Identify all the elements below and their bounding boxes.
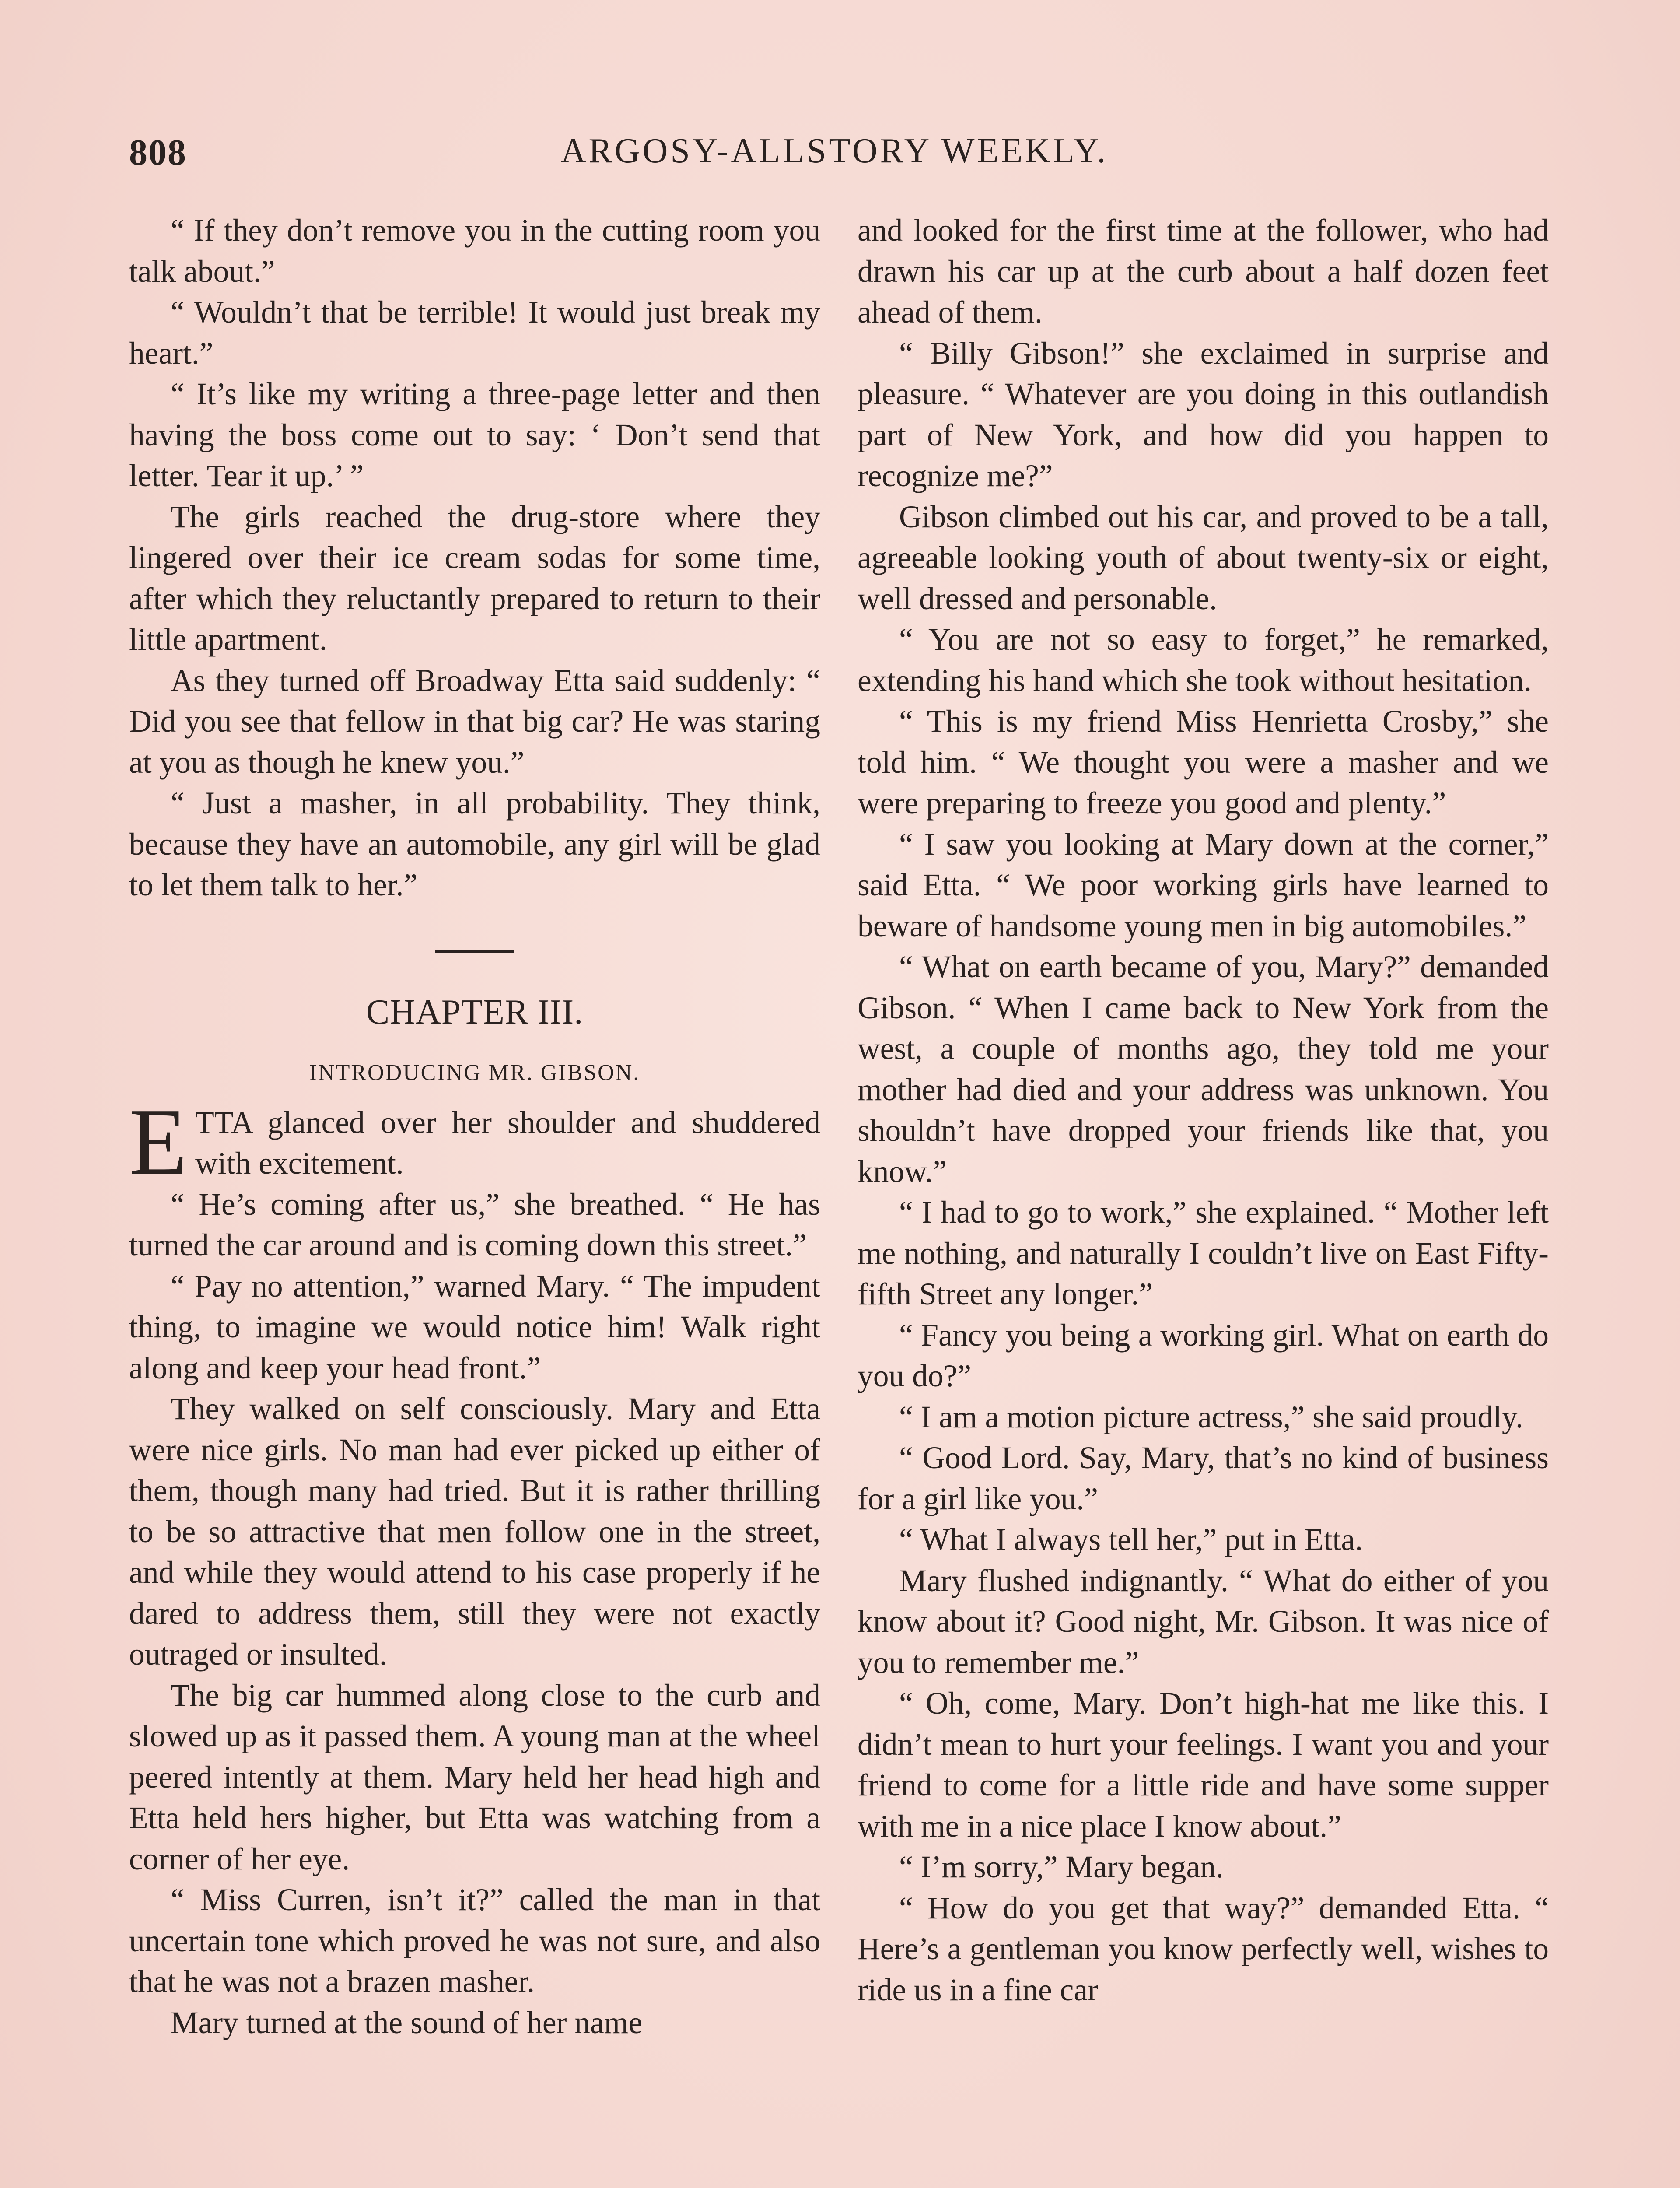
continued-paragraph: and looked for the first time at the follower, who had drawn his car up at the curb about a half dozen feet ahead of them. (858, 213, 1549, 330)
paragraph: “ Just a masher, in all probability. They think, because they have an automobile, any girl will be glad to let them talk to her.” (129, 786, 820, 902)
paragraph: Gibson climbed out his car, and proved to be a tall, agreeable looking youth of about twenty-six or eight, well dressed and personable. (858, 499, 1549, 616)
paragraph: “ He’s coming after us,” she breathed. “ He has turned the car around and is coming down this street.” (129, 1187, 820, 1262)
paragraph: “ Miss Curren, isn’t it?” called the man in that uncertain tone which proved he was not sure, and also that he was not a brazen masher. (129, 1883, 820, 1999)
paragraph: “ I am a motion picture actress,” she said proudly. (899, 1399, 1523, 1434)
paragraph: “ Wouldn’t that be terrible! It would just break my heart.” (129, 295, 820, 371)
paragraph: “ How do you get that way?” demanded Etta. “ Here’s a gentleman you know perfectly well, wishes to ride us in a fine car (858, 1890, 1549, 2007)
paragraph: “ It’s like my writing a three-page letter and then having the boss come out to say: ‘ Don’t send that letter. Tear it up.’ ” (129, 377, 820, 493)
paragraph: “ I’m sorry,” Mary began. (899, 1850, 1224, 1884)
paragraph: Mary flushed indignantly. “ What do either of you know about it? Good night, Mr. Gibson. It was nice of you to remember me.” (858, 1563, 1549, 1680)
paragraph: “ I saw you looking at Mary down at the corner,” said Etta. “ We poor working girls have learned to beware of handsome young men in big automobiles.” (858, 827, 1549, 943)
paragraph: “ What I always tell her,” put in Etta. (899, 1522, 1363, 1557)
paragraph: The big car hummed along close to the curb and slowed up as it passed them. A young man at the wheel peered intently at them. Mary held her head high and Etta held hers higher, but Etta was watching from a corner of her eye. (129, 1678, 820, 1876)
opening-paragraph-text: TTA glanced over her shoulder and shuddered with excitement. (195, 1105, 820, 1181)
running-title: ARGOSY-ALLSTORY WEEKLY. (560, 132, 1109, 170)
page-number: 808 (129, 132, 187, 173)
chapter-subtitle: INTRODUCING MR. GIBSON. (309, 1060, 640, 1085)
paragraph: “ Pay no attention,” warned Mary. “ The impudent thing, to imagine we would notice him! Walk right along and keep your head front.” (129, 1269, 820, 1385)
drop-cap: E (129, 1089, 188, 1195)
paragraph: “ Oh, come, Mary. Don’t high-hat me like this. I didn’t mean to hurt your feelings. I want you and your friend to come for a little ride and have some supper with me in a nice place I know about.” (858, 1686, 1549, 1844)
left-column (129, 210, 820, 2043)
page-header (129, 131, 1540, 179)
paragraph: “ Good Lord. Say, Mary, that’s no kind of business for a girl like you.” (858, 1441, 1549, 1516)
paragraph: “ You are not so easy to forget,” he remarked, extending his hand which she took without hesitation. (858, 622, 1549, 698)
paragraph: “ If they don’t remove you in the cutting room you talk about.” (129, 213, 820, 289)
paragraph: The girls reached the drug-store where they lingered over their ice cream sodas for some time, after which they reluctantly prepared to return to their little apartment. (129, 499, 820, 657)
chapter-title: CHAPTER III. (366, 992, 584, 1031)
opening-paragraph (129, 1089, 820, 1195)
paragraph: As they turned off Broadway Etta said suddenly: “ Did you see that fellow in that big car? He was staring at you as though he knew you.” (129, 663, 820, 780)
paragraph: “ I had to go to work,” she explained. “ Mother left me nothing, and naturally I couldn’t live on East Fifty-fifth Street any longer.” (858, 1195, 1549, 1311)
paragraph: Mary turned at the sound of her name (171, 2005, 643, 2040)
paragraph: “ This is my friend Miss Henrietta Crosby,” she told him. “ We thought you were a masher and we were preparing to freeze you good and plenty.” (858, 704, 1549, 820)
paragraph: “ Billy Gibson!” she exclaimed in surprise and pleasure. “ Whatever are you doing in this outlandish part of New York, and how did you happen to recognize me?” (858, 336, 1549, 493)
section-divider (435, 950, 514, 953)
paragraph: They walked on self consciously. Mary and Etta were nice girls. No man had ever picked up either of them, though many had tried. But it is rather thrilling to be so attractive that men follow one in the street, and while they would attend to his case properly if he dared to address them, still they were not exactly outraged or insulted. (129, 1392, 820, 1672)
paragraph: “ What on earth became of you, Mary?” demanded Gibson. “ When I came back to New York from the west, a couple of months ago, they told me your mother had died and your address was unknown. You shouldn’t have dropped your friends like that, you know.” (858, 950, 1549, 1189)
right-column (858, 210, 1549, 2010)
paragraph: “ Fancy you being a working girl. What on earth do you do?” (858, 1318, 1549, 1393)
